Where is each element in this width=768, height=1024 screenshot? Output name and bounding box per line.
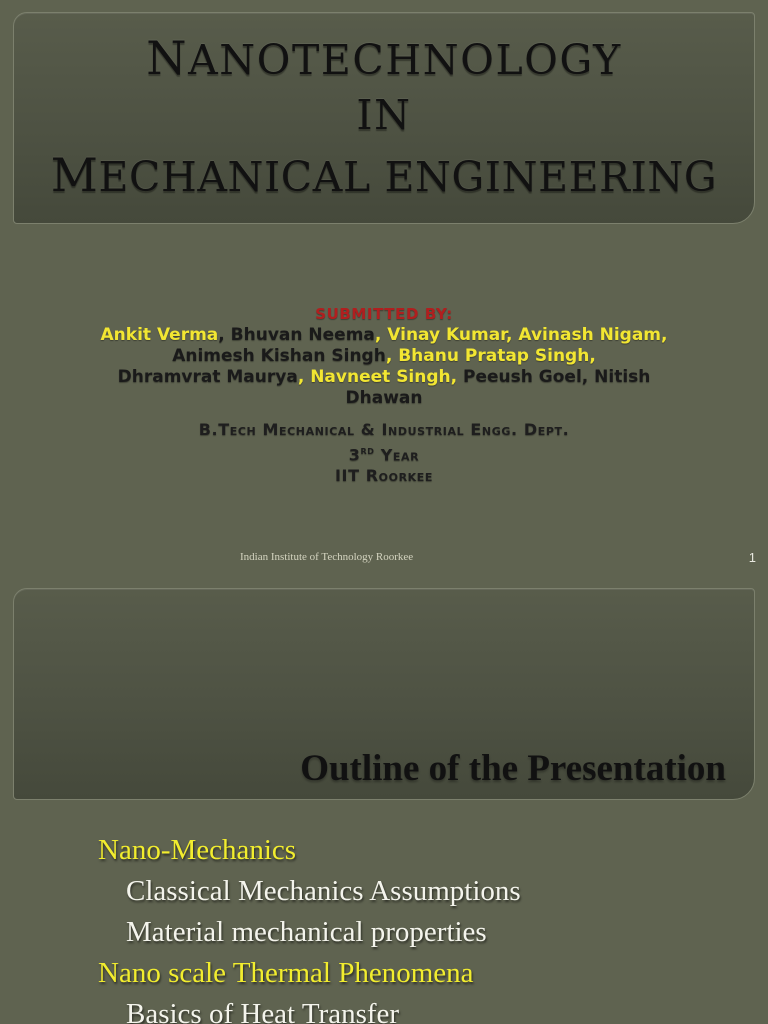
outline-title: Outline of the Presentation [300,748,726,789]
bullet-item: Nano scale Thermal Phenomena [98,957,474,989]
author-name: Peeush Goel, Nitish Dhawan [345,367,651,408]
year-suffix: rd [360,444,375,457]
author-name: , Bhanu Pratap Singh, [385,346,596,366]
author-name: Animesh Kishan Singh [172,346,386,366]
title-box [13,12,755,224]
year-number: 3 [348,445,361,465]
author-name: Ankit Verma [100,325,219,345]
author-name: , Vinay Kumar, Avinash Nigam, [374,325,668,345]
page-number: 1 [748,550,756,565]
year-line [100,440,668,465]
department-line: B.Tech Mechanical & Industrial Engg. Dept. [198,420,570,439]
credits-block [100,304,668,486]
title-line-2: IN [356,91,412,139]
bullet-item: Basics of Heat Transfer [126,998,400,1024]
institute-line: IIT Roorkee [334,466,434,486]
bullet-item: Classical Mechanics Assumptions [126,875,521,907]
submitted-by-label: SUBMITTED BY: [315,305,453,323]
separator: , [218,325,231,345]
slide-2 [0,580,768,1024]
author-names [100,325,668,409]
bullet-item: Nano-Mechanics [98,834,297,866]
slide-footer: Indian Institute of Technology Roorkee [240,551,414,563]
author-name: , Navneet Singh, [297,367,464,387]
bullet-item: Material mechanical properties [126,916,487,948]
author-name: Bhuvan Neema [230,325,375,345]
title-line-1: NANOTECHNOLOGY [146,31,622,85]
title-line-3: MECHANICAL ENGINEERING [50,148,718,202]
year-word: Year [380,445,420,465]
title-box [13,588,755,800]
author-name: Dhramvrat Maurya [117,367,298,387]
